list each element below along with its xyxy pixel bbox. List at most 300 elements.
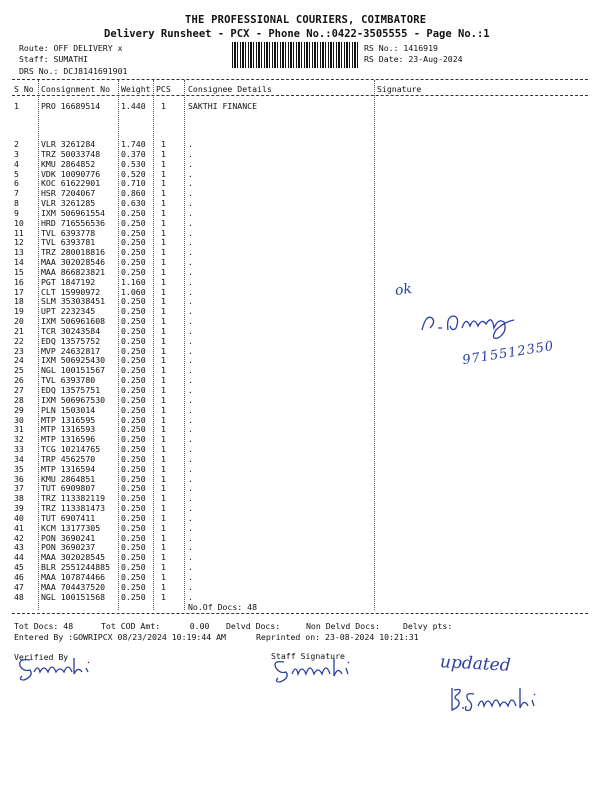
cell-weight: 0.860 [121, 188, 146, 199]
cell-consignee: . [188, 404, 193, 415]
cell-pcs: 1 [161, 453, 166, 464]
cell-sno: 22 [14, 335, 24, 346]
runsheet-subtitle: Delivery Runsheet - PCX - Phone No.:0422-3505555 - Page No.:1 [104, 28, 490, 40]
cell-consignment-no: PON 3690241 [41, 532, 96, 543]
cell-pcs: 1 [161, 168, 166, 179]
cell-pcs: 1 [161, 581, 166, 592]
cell-consignee: . [188, 139, 193, 149]
cell-weight: 0.250 [121, 365, 146, 376]
cell-consignment-no: IXM 506925430 [41, 355, 106, 366]
cell-consignment-no: IXM 506967530 [41, 394, 106, 405]
cell-consignment-no: EDQ 13575751 [41, 385, 101, 395]
cell-consignment-no: UPT 2232345 [41, 306, 96, 317]
verifier-signature [16, 654, 102, 684]
cell-consignee: . [188, 207, 193, 218]
cell-consignee: . [188, 483, 193, 494]
reprinted-on: Reprinted on: 23-08-2024 10:21:31 [256, 632, 419, 642]
cell-pcs: 1 [161, 286, 166, 297]
cell-consignee: . [188, 198, 193, 209]
cell-pcs: 1 [161, 571, 166, 582]
cell-consignee: . [188, 532, 193, 543]
col-weight: Weight [121, 84, 151, 94]
cell-consignment-no: HRD 716556536 [41, 217, 106, 228]
cell-weight: 0.250 [121, 512, 146, 523]
cell-pcs: 1 [161, 493, 166, 504]
table-row [0, 198, 600, 208]
cell-pcs: 1 [161, 463, 166, 474]
cell-pcs: 1 [161, 562, 166, 573]
cell-weight: 0.250 [121, 217, 146, 228]
tot-cod-amount: Tot COD Amt: 0.00 [101, 621, 210, 631]
cell-sno: 16 [14, 276, 24, 287]
table-row [0, 159, 600, 169]
cell-consignee: . [188, 424, 193, 435]
cell-sno: 39 [14, 503, 24, 514]
cell-consignee: . [188, 552, 193, 563]
cell-consignment-no: TCR 30243584 [41, 325, 101, 336]
cell-consignee: . [188, 365, 193, 376]
table-row [0, 267, 600, 277]
table-row [0, 503, 600, 513]
cell-pcs: 1 [161, 483, 166, 494]
table-row [0, 493, 600, 503]
cell-consignee: . [188, 227, 193, 238]
cell-sno: 3 [14, 148, 19, 159]
table-header [0, 84, 600, 94]
cell-pcs: 1 [161, 148, 166, 159]
cell-pcs: 1 [161, 276, 166, 287]
company-name: THE PROFESSIONAL COURIERS, COIMBATORE [185, 14, 427, 26]
cell-consignee: . [188, 434, 193, 445]
cell-sno: 10 [14, 217, 24, 228]
cell-weight: 0.250 [121, 434, 146, 445]
cell-sno: 20 [14, 316, 24, 327]
cell-weight: 1.160 [121, 276, 146, 287]
cell-weight: 0.250 [121, 394, 146, 405]
cell-pcs: 1 [161, 237, 166, 248]
cell-sno: 23 [14, 345, 24, 356]
cell-sno: 33 [14, 444, 24, 455]
cell-weight: 0.710 [121, 178, 146, 189]
cell-weight: 0.250 [121, 542, 146, 553]
cell-pcs: 1 [161, 394, 166, 405]
table-row [0, 375, 600, 385]
cell-consignee: . [188, 453, 193, 464]
cell-weight: 0.250 [121, 345, 146, 356]
cell-pcs: 1 [161, 207, 166, 218]
cell-sno: 35 [14, 463, 24, 474]
table-row [0, 287, 600, 297]
table-row [0, 405, 600, 415]
table-row [0, 395, 600, 405]
cell-sno: 5 [14, 168, 19, 179]
handwritten-ok: ok [393, 280, 413, 300]
cell-weight: 0.250 [121, 522, 146, 533]
cell-sno: 32 [14, 434, 24, 445]
col-pcs: PCS [156, 84, 171, 94]
rs-date: RS Date: 23-Aug-2024 [364, 54, 463, 64]
cell-pcs: 1 [161, 217, 166, 228]
updated-by-signature [448, 684, 548, 716]
cell-sno: 6 [14, 178, 19, 189]
table-row [0, 483, 600, 493]
cell-pcs: 1 [161, 444, 166, 455]
cell-consignment-no: MAA 302028545 [41, 552, 106, 563]
cell-consignee: . [188, 414, 193, 425]
table-row [0, 533, 600, 543]
cell-consignee: . [188, 316, 193, 327]
cell-weight: 0.250 [121, 404, 146, 415]
cell-pcs: 1 [161, 345, 166, 356]
cell-consignee: . [188, 296, 193, 307]
cell-pcs: 1 [161, 178, 166, 189]
table-row [0, 101, 600, 111]
cell-pcs: 1 [161, 188, 166, 199]
cell-weight: 0.250 [121, 237, 146, 248]
cell-sno: 40 [14, 512, 24, 523]
cell-consignee: . [188, 591, 193, 602]
cell-consignee: . [188, 247, 193, 258]
cell-sno: 1 [14, 101, 19, 111]
delvy-pts: Delvy pts: [403, 621, 453, 631]
cell-sno: 14 [14, 257, 24, 268]
cell-weight: 0.250 [121, 257, 146, 268]
cell-weight: 0.250 [121, 562, 146, 573]
cell-sno: 42 [14, 532, 24, 543]
cell-consignee: . [188, 217, 193, 228]
cell-weight: 0.520 [121, 168, 146, 179]
cell-consignee: . [188, 257, 193, 268]
table-row [0, 513, 600, 523]
cell-consignee: . [188, 562, 193, 573]
cell-consignment-no: MTP 1316595 [41, 414, 96, 425]
cell-weight: 0.250 [121, 581, 146, 592]
table-row [0, 562, 600, 572]
cell-consignee: . [188, 168, 193, 179]
cell-consignee: . [188, 286, 193, 297]
cell-consignment-no: MVP 24632817 [41, 345, 101, 356]
cell-pcs: 1 [161, 414, 166, 425]
cell-consignment-no: TUT 6909807 [41, 483, 96, 494]
cell-sno: 38 [14, 493, 24, 504]
cell-consignment-no: MTP 1316596 [41, 434, 96, 445]
cell-consignee: . [188, 355, 193, 366]
cell-weight: 0.250 [121, 444, 146, 455]
cell-consignment-no: BLR 2551244885 [41, 562, 111, 573]
cell-pcs: 1 [161, 503, 166, 514]
cell-consignee: . [188, 473, 193, 484]
cell-consignee: SAKTHI FINANCE [188, 101, 258, 111]
cell-pcs: 1 [161, 325, 166, 336]
cell-consignee: . [188, 385, 193, 395]
cell-sno: 7 [14, 188, 19, 199]
cell-pcs: 1 [161, 335, 166, 346]
table-row [0, 474, 600, 484]
cell-consignment-no: IXM 506961608 [41, 316, 106, 327]
table-row [0, 464, 600, 474]
cell-consignee: . [188, 542, 193, 553]
cell-weight: 1.440 [121, 101, 146, 111]
cell-consignment-no: IXM 506961554 [41, 207, 106, 218]
cell-sno: 9 [14, 207, 19, 218]
cell-consignee: . [188, 148, 193, 159]
cell-pcs: 1 [161, 375, 166, 386]
table-row [0, 228, 600, 238]
cell-consignment-no: SLM 353038451 [41, 296, 106, 307]
cell-pcs: 1 [161, 355, 166, 366]
cell-sno: 30 [14, 414, 24, 425]
table-row [0, 434, 600, 444]
cell-sno: 13 [14, 247, 24, 258]
cell-consignment-no: TVL 6393778 [41, 227, 96, 238]
cell-consignment-no: TCG 10214765 [41, 444, 101, 455]
cell-sno: 34 [14, 453, 24, 464]
table-row [0, 444, 600, 454]
table-row [0, 139, 600, 149]
cell-sno: 25 [14, 365, 24, 376]
cell-consignee: . [188, 512, 193, 523]
cell-consignment-no: MAA 107874466 [41, 571, 106, 582]
cell-weight: 0.250 [121, 483, 146, 494]
cell-consignee: . [188, 571, 193, 582]
cell-sno: 36 [14, 473, 24, 484]
table-row [0, 149, 600, 159]
cell-consignee: . [188, 522, 193, 533]
cell-consignee: . [188, 335, 193, 346]
table-row [0, 365, 600, 375]
col-consignee: Consignee Details [188, 84, 272, 94]
cell-consignee: . [188, 463, 193, 474]
cell-consignment-no: VLR 3261285 [41, 198, 96, 209]
cell-weight: 0.250 [121, 355, 146, 366]
cell-sno: 37 [14, 483, 24, 494]
cell-consignee: . [188, 581, 193, 592]
cell-consignment-no: TUT 6907411 [41, 512, 96, 523]
consignee-signature [420, 308, 530, 342]
cell-sno: 41 [14, 522, 24, 533]
cell-sno: 21 [14, 325, 24, 336]
cell-weight: 1.060 [121, 286, 146, 297]
cell-sno: 15 [14, 266, 24, 277]
cell-pcs: 1 [161, 512, 166, 523]
cell-weight: 0.250 [121, 266, 146, 277]
staff-label: Staff: SUMATHI [19, 54, 89, 64]
cell-consignee: . [188, 237, 193, 248]
cell-weight: 0.530 [121, 158, 146, 169]
cell-sno: 17 [14, 286, 24, 297]
cell-sno: 45 [14, 562, 24, 573]
route-label: Route: OFF DELIVERY x [19, 43, 123, 53]
cell-consignment-no: KMU 2864852 [41, 158, 96, 169]
cell-consignment-no: TRZ 280018816 [41, 247, 106, 258]
cell-pcs: 1 [161, 591, 166, 602]
cell-consignment-no: TVL 6393781 [41, 237, 96, 248]
cell-consignment-no: NGL 100151567 [41, 365, 106, 376]
cell-weight: 0.250 [121, 571, 146, 582]
table-row [0, 296, 600, 306]
cell-pcs: 1 [161, 434, 166, 445]
col-signature: Signature [377, 84, 422, 94]
cell-weight: 0.250 [121, 453, 146, 464]
table-row [0, 237, 600, 247]
table-row [0, 542, 600, 552]
cell-pcs: 1 [161, 158, 166, 169]
cell-pcs: 1 [161, 198, 166, 209]
cell-pcs: 1 [161, 306, 166, 317]
table-row [0, 415, 600, 425]
cell-pcs: 1 [161, 316, 166, 327]
cell-weight: 0.630 [121, 198, 146, 209]
divider [12, 613, 588, 614]
delvd-docs: Delvd Docs: [226, 621, 281, 631]
cell-consignment-no: EDQ 13575752 [41, 335, 101, 346]
cell-pcs: 1 [161, 542, 166, 553]
table-row [0, 257, 600, 267]
cell-pcs: 1 [161, 522, 166, 533]
cell-consignment-no: KOC 61622901 [41, 178, 101, 189]
no-of-docs: No.Of Docs: 48 [188, 602, 258, 612]
cell-sno: 4 [14, 158, 19, 169]
cell-sno: 12 [14, 237, 24, 248]
cell-pcs: 1 [161, 532, 166, 543]
cell-weight: 0.370 [121, 148, 146, 159]
cell-sno: 19 [14, 306, 24, 317]
cell-consignment-no: CLT 15990972 [41, 286, 101, 297]
cell-weight: 0.250 [121, 375, 146, 386]
divider [12, 95, 588, 96]
cell-weight: 0.250 [121, 227, 146, 238]
cell-consignment-no: TRP 4562570 [41, 453, 96, 464]
cell-sno: 29 [14, 404, 24, 415]
cell-consignment-no: MAA 302028546 [41, 257, 106, 268]
staff-signature-label: Staff Signature [271, 651, 345, 661]
cell-sno: 27 [14, 385, 24, 395]
cell-consignee: . [188, 503, 193, 514]
cell-consignment-no: PLN 1503014 [41, 404, 96, 415]
table-row [0, 582, 600, 592]
table-row [0, 208, 600, 218]
table-row [0, 424, 600, 434]
barcode [232, 42, 358, 68]
table-row [0, 572, 600, 582]
cell-weight: 0.250 [121, 335, 146, 346]
cell-weight: 0.250 [121, 552, 146, 563]
cell-consignee: . [188, 306, 193, 317]
table-row [0, 178, 600, 188]
table-row [0, 169, 600, 179]
cell-weight: 0.250 [121, 207, 146, 218]
cell-sno: 47 [14, 581, 24, 592]
cell-consignee: . [188, 375, 193, 386]
cell-pcs: 1 [161, 247, 166, 258]
cell-sno: 46 [14, 571, 24, 582]
cell-pcs: 1 [161, 552, 166, 563]
cell-weight: 0.250 [121, 247, 146, 258]
table-row [0, 592, 600, 602]
handwritten-phone: 9715512350 [461, 338, 556, 369]
cell-pcs: 1 [161, 385, 166, 395]
cell-consignee: . [188, 266, 193, 277]
cell-weight: 0.250 [121, 463, 146, 474]
cell-pcs: 1 [161, 101, 166, 111]
cell-pcs: 1 [161, 257, 166, 268]
cell-consignment-no: PON 3690237 [41, 542, 96, 553]
tot-docs: Tot Docs: 48 [14, 621, 74, 631]
cell-sno: 8 [14, 198, 19, 209]
cell-consignment-no: HSR 7204067 [41, 188, 96, 199]
verified-by-label: Verified By [14, 652, 69, 662]
cell-consignment-no: NGL 100151568 [41, 591, 106, 602]
cell-consignment-no: MAA 704437520 [41, 581, 106, 592]
table-row [0, 523, 600, 533]
cell-weight: 0.250 [121, 493, 146, 504]
cell-consignment-no: TRZ 113381473 [41, 503, 106, 514]
cell-weight: 0.250 [121, 414, 146, 425]
cell-sno: 24 [14, 355, 24, 366]
handwritten-updated: updated [439, 652, 512, 676]
cell-sno: 31 [14, 424, 24, 435]
cell-weight: 0.250 [121, 325, 146, 336]
cell-weight: 0.250 [121, 424, 146, 435]
cell-weight: 0.250 [121, 591, 146, 602]
cell-pcs: 1 [161, 365, 166, 376]
cell-consignment-no: TRZ 50033748 [41, 148, 101, 159]
cell-sno: 26 [14, 375, 24, 386]
cell-consignment-no: MTP 1316594 [41, 463, 96, 474]
cell-consignee: . [188, 444, 193, 455]
cell-consignment-no: KCM 13177305 [41, 522, 101, 533]
cell-consignment-no: PRO 16689514 [41, 101, 101, 111]
cell-consignee: . [188, 178, 193, 189]
cell-consignment-no: VLR 3261284 [41, 139, 96, 149]
cell-consignment-no: KMU 2864851 [41, 473, 96, 484]
table-row [0, 188, 600, 198]
table-row [0, 552, 600, 562]
cell-consignment-no: TRZ 113382119 [41, 493, 106, 504]
table-row [0, 277, 600, 287]
cell-consignment-no: PGT 1847192 [41, 276, 96, 287]
col-consignment: Consignment No [41, 84, 111, 94]
cell-weight: 0.250 [121, 503, 146, 514]
cell-sno: 2 [14, 139, 19, 149]
drs-number: DRS No.: DCJ8141691901 [19, 66, 128, 76]
table-row [0, 247, 600, 257]
cell-sno: 44 [14, 552, 24, 563]
cell-weight: 0.250 [121, 532, 146, 543]
cell-sno: 48 [14, 591, 24, 602]
cell-sno: 43 [14, 542, 24, 553]
cell-consignee: . [188, 276, 193, 287]
cell-consignee: . [188, 158, 193, 169]
cell-weight: 1.740 [121, 139, 146, 149]
cell-sno: 11 [14, 227, 24, 238]
cell-pcs: 1 [161, 473, 166, 484]
cell-weight: 0.250 [121, 473, 146, 484]
cell-weight: 0.250 [121, 316, 146, 327]
staff-handwritten-signature [272, 654, 362, 684]
col-sno: S No [14, 84, 34, 94]
cell-pcs: 1 [161, 139, 166, 149]
cell-pcs: 1 [161, 227, 166, 238]
cell-consignee: . [188, 493, 193, 504]
cell-sno: 28 [14, 394, 24, 405]
entered-by: Entered By :GOWRIPCX 08/23/2024 10:19:44 AM [14, 632, 226, 642]
cell-consignment-no: MTP 1316593 [41, 424, 96, 435]
table-row [0, 385, 600, 395]
cell-pcs: 1 [161, 296, 166, 307]
rs-number: RS No.: 1416919 [364, 43, 438, 53]
cell-consignment-no: MAA 866823821 [41, 266, 106, 277]
